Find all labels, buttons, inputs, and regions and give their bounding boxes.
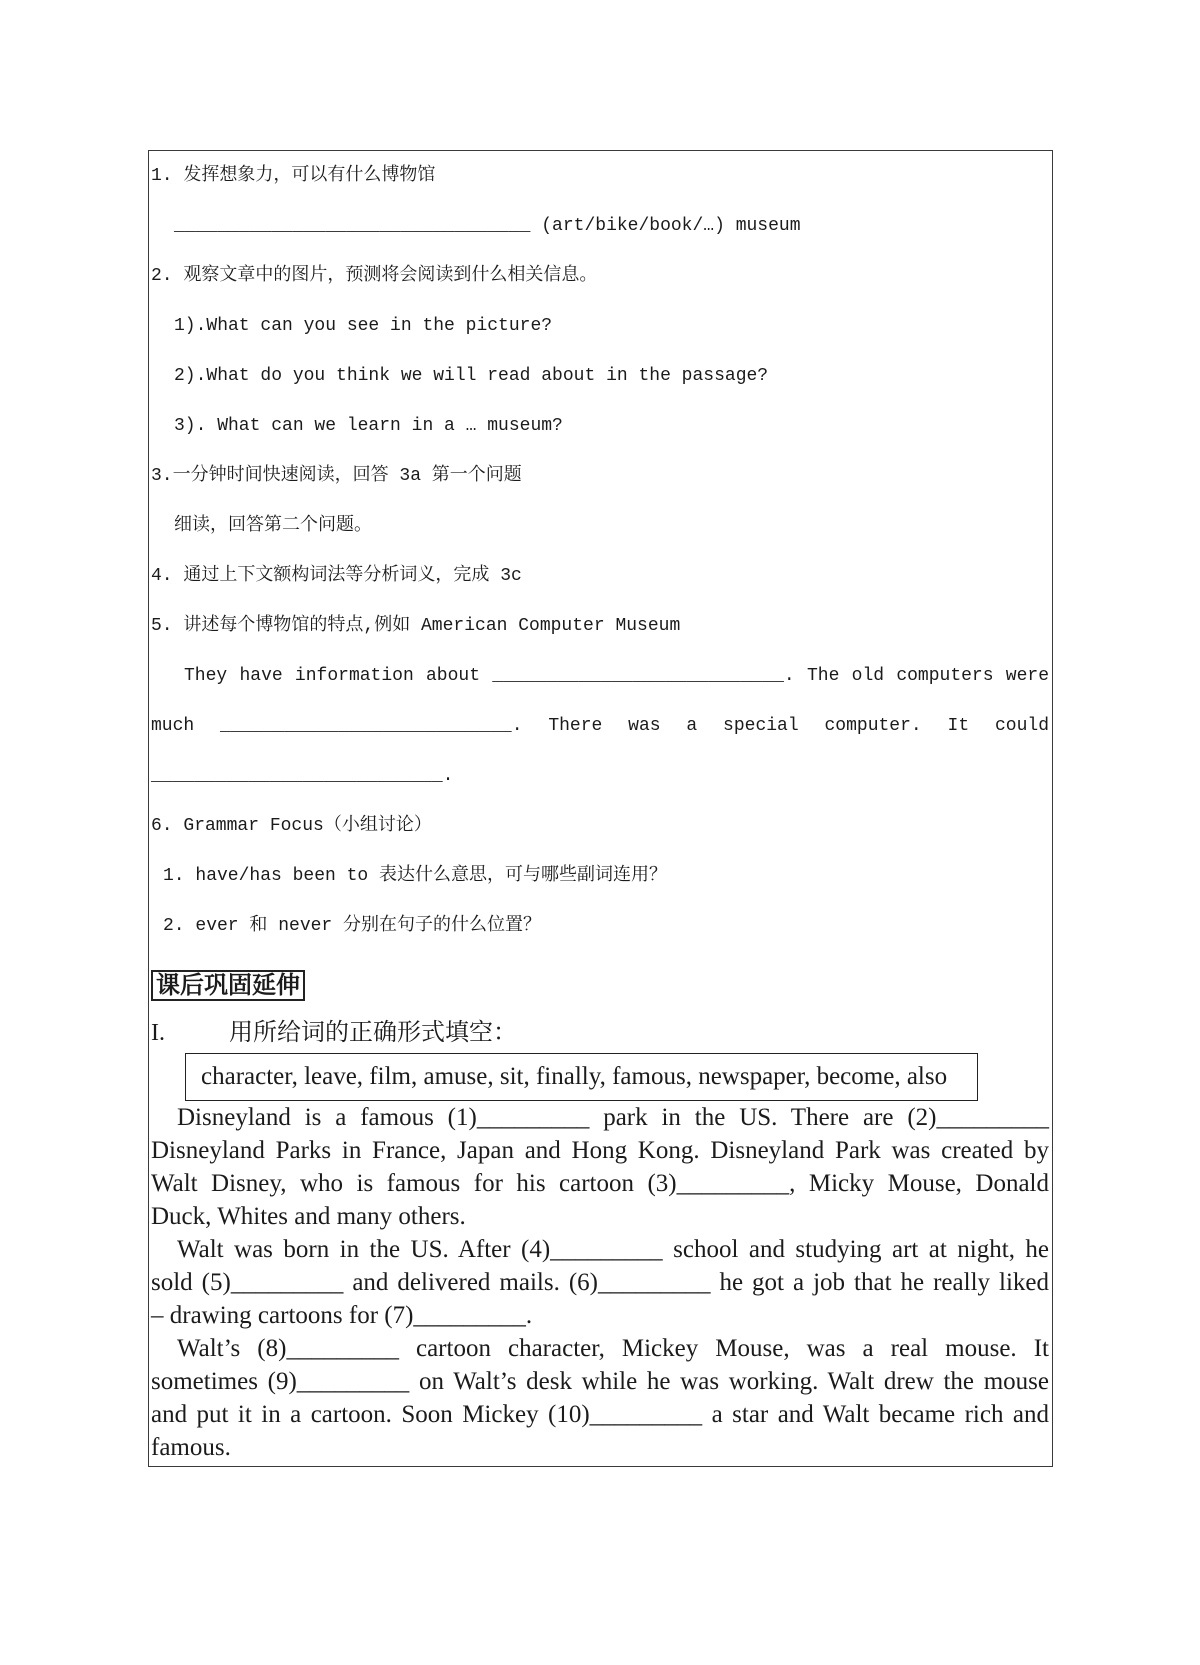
passage-line: and put it in a cartoon. Soon Mickey (10)_________ a star and Walt became rich and: [151, 1401, 1049, 1428]
guide-item-6: 6. Grammar Focus（小组讨论）: [151, 816, 432, 836]
passage-line: – drawing cartoons for (7)_________.: [151, 1302, 533, 1329]
passage-line: Walt was born in the US. After (4)_________ school and studying art at night, he: [177, 1236, 1049, 1263]
guide-item-5-line-2: much ___________________________. There was a special computer. It could: [151, 716, 1049, 736]
worksheet-table: [148, 150, 1053, 1467]
task-number: I.: [151, 1020, 165, 1046]
passage-line: Disneyland Parks in France, Japan and Hong Kong. Disneyland Park was created by: [151, 1137, 1049, 1164]
guide-item-5-line-3: ___________________________.: [151, 766, 454, 786]
guide-item-3-sub: 细读，回答第二个问题。: [174, 516, 372, 536]
guide-item-1: 1. 发挥想象力，可以有什么博物馆: [151, 166, 436, 186]
guide-item-2: 2. 观察文章中的图片，预测将会阅读到什么相关信息。: [151, 266, 598, 286]
guide-item-5: 5. 讲述每个博物馆的特点,例如 American Computer Museum: [151, 616, 681, 636]
passage-line: Disneyland is a famous (1)_________ park in the US. There are (2)_________: [177, 1104, 1049, 1131]
passage-line: sold (5)_________ and delivered mails. (6)_________ he got a job that he really liked: [151, 1269, 1049, 1296]
guide-item-5-line-1: They have information about ___________________________. The old computers were: [184, 666, 1049, 686]
passage: [151, 1101, 1049, 1464]
passage-line: Walt’s (8)_________ cartoon character, Mickey Mouse, was a real mouse. It: [177, 1335, 1049, 1362]
task-instruction: 用所给词的正确形式填空：: [229, 1020, 517, 1046]
passage-line: Duck, Whites and many others.: [151, 1203, 466, 1230]
guide-item-2-question-3: 3). What can we learn in a … museum?: [174, 416, 563, 436]
task-line: [151, 1013, 1049, 1053]
word-bank-box: character, leave, film, amuse, sit, finally, famous, newspaper, become, also: [185, 1053, 978, 1101]
guide-item-3: 3.一分钟时间快速阅读，回答 3a 第一个问题: [151, 466, 522, 486]
passage-line: Walt Disney, who is famous for his cartoon (3)_________, Micky Mouse, Donald: [151, 1170, 1049, 1197]
guide-item-6-question-2: 2. ever 和 never 分别在句子的什么位置？: [163, 916, 542, 936]
passage-line: sometimes (9)_________ on Walt’s desk while he was working. Walt drew the mouse: [151, 1368, 1049, 1395]
guide-item-6-question-1: 1. have/has been to 表达什么意思，可与哪些副词连用？: [163, 866, 668, 886]
guide-item-4: 4. 通过上下文额构词法等分析词义，完成 3c: [151, 566, 522, 586]
extension-heading: 课后巩固延伸: [151, 970, 305, 1001]
guide-item-2-question-2: 2).What do you think we will read about in the passage?: [174, 366, 769, 386]
guide-item-1-blank: _________________________________ (art/bike/book/…) museum: [174, 216, 801, 236]
passage-line: famous.: [151, 1434, 231, 1461]
extension-heading-row: [151, 970, 1049, 1001]
guide-item-2-question-1: 1).What can you see in the picture?: [174, 316, 553, 336]
